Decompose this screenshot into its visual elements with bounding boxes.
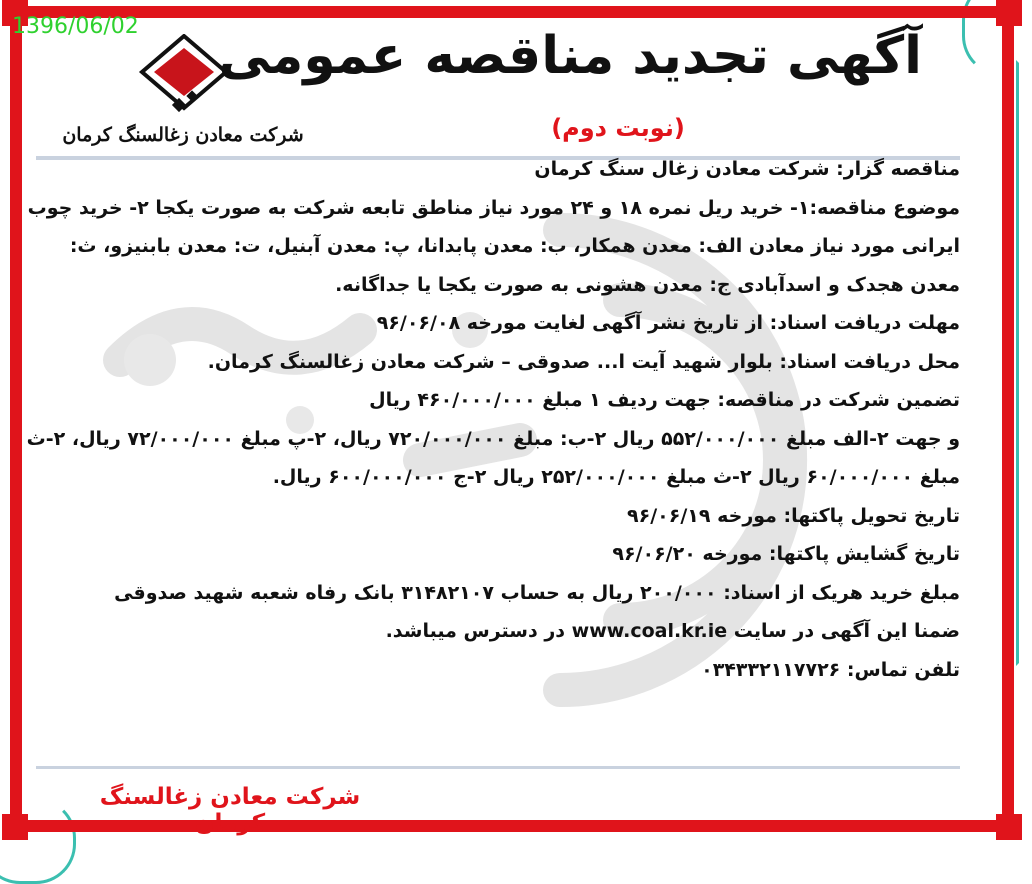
body-line-website: ضمنا این آگهی در سایت www.coal.kr.ie در دسترس میباشد. (385, 620, 960, 642)
date-stamp: 1396/06/02 (12, 14, 139, 39)
body-line-guarantee-cont: و جهت ۲-الف مبلغ ۵۵۲/۰۰۰/۰۰۰ ریال ۲-ب: مبلغ ۷۲۰/۰۰۰/۰۰۰ ریال، ۲-پ مبلغ ۷۲/۰۰۰/۰۰۰ ریال، ۲-ث (26, 427, 960, 450)
body-line-document-location: محل دریافت اسناد: بلوار شهید آیت ا... صدوقی – شرکت معادن زغالسنگ کرمان. (207, 350, 960, 373)
body-line-phone: تلفن تماس: ۰۳۴۳۳۲۱۱۷۷۲۶ (701, 658, 960, 681)
body-line-document-price: مبلغ خرید هریک از اسناد: ۲۰۰/۰۰۰ ریال به حساب ۳۱۴۸۲۱۰۷ بانک رفاه شعبه شهید صدوقی (114, 581, 960, 604)
frame-corner (996, 814, 1022, 840)
notice-title: آگهی تجدید مناقصه عمومی (218, 26, 922, 86)
footer-divider (36, 766, 960, 769)
body-line-subject-cont: ایرانی مورد نیاز معادن الف: معدن همکار، ب: معدن پابدانا، پ: معدن آبنیل، ت: معدن بابنیزو، ث: (69, 235, 960, 257)
body-line-document-deadline: مهلت دریافت اسناد: از تاریخ نشر آگهی لغایت مورخه ۹۶/۰۶/۰۸ (376, 312, 960, 334)
body-line-opening-date: تاریخ گشایش پاکتها: مورخه ۹۶/۰۶/۲۰ (612, 543, 960, 565)
body-line-subject: موضوع مناقصه:۱- خرید ریل نمره ۱۸ و ۲۴ مورد نیاز مناطق تابعه شرکت به صورت یکجا ۲- خرید چوب (27, 196, 960, 219)
notice-body (26, 150, 960, 689)
footer-company-name: شرکت معادن زغالسنگ کرمان (99, 784, 361, 836)
company-caption: شرکت معادن زغالسنگ کرمان (62, 124, 304, 146)
body-line-delivery-date: تاریخ تحویل پاکتها: مورخه ۹۶/۰۶/۱۹ (627, 504, 960, 527)
frame-corner (996, 0, 1022, 26)
body-line-guarantee: تضمین شرکت در مناقصه: جهت ردیف ۱ مبلغ ۴۶۰/۰۰۰/۰۰۰ ریال (369, 389, 960, 411)
body-line-guarantee-end: مبلغ ۶۰/۰۰۰/۰۰۰ ریال ۲-ث مبلغ ۲۵۲/۰۰۰/۰۰۰ ریال ۲-ج ۶۰۰/۰۰۰/۰۰۰ ریال. (272, 466, 960, 488)
notice-subtitle: (نوبت دوم) (551, 114, 685, 142)
body-line-tender-organizer: مناقصه گزار: شرکت معادن زغال سنگ کرمان (534, 158, 960, 180)
frame-corner (2, 814, 28, 840)
body-line-subject-end: معدن هجدک و اسدآبادی ج: معدن هشونی به صورت یکجا یا جداگانه. (335, 273, 960, 296)
